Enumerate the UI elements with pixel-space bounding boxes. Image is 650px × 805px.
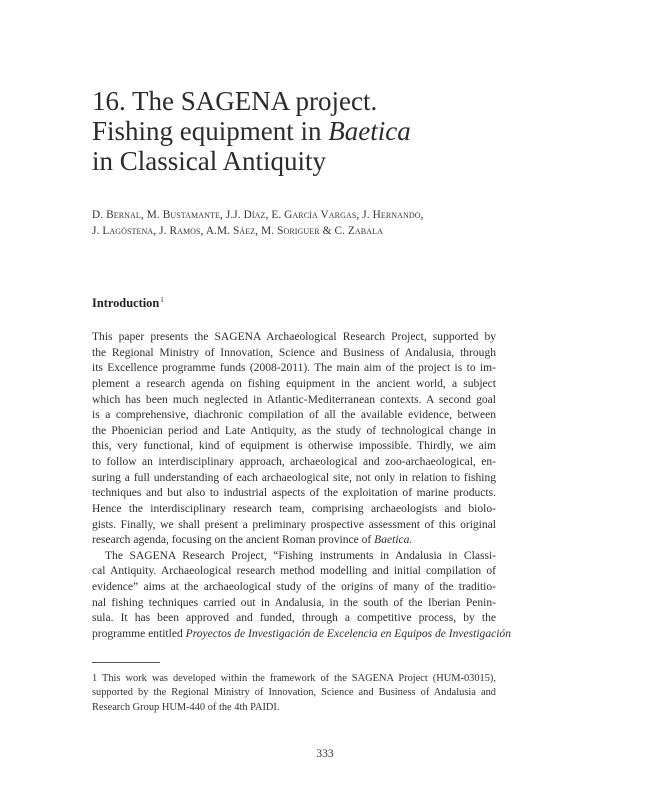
footnote-reference[interactable]: 1 — [160, 296, 164, 304]
body-line: evidence” aims at the archaeological study of the origins of many of the traditio- — [92, 581, 496, 593]
author-line-1: D. Bernal, M. Bustamante, J.J. Díaz, E. García Vargas, J. Hernando, — [92, 209, 424, 221]
italic-programme-title: Proyectos de Investigación de Excelencia en Equipos de Investigación — [185, 627, 511, 640]
body-line: plement a research agenda on fishing equipment in the ancient world, a subject — [92, 377, 496, 390]
body-line: techniques and but also to industrial aspects of the exploitation of marine products. — [92, 487, 496, 500]
chapter-title-line-1: 16. The SAGENA project. — [92, 86, 378, 116]
body-line: the Regional Ministry of Innovation, Science and Business of Andalusia, through — [92, 346, 496, 359]
body-line: its Excellence programme funds (2008-2011). The main aim of the project is to im- — [92, 362, 496, 375]
body-line: nal fishing techniques carried out in Andalusia, in the south of the Iberian Penin- — [92, 596, 496, 609]
body-line: which has been much neglected in Atlantic-Mediterranean contexts. A second goal — [92, 393, 496, 406]
body-line: suring a full understanding of each archaeological site, not only in relation to fishing — [92, 471, 496, 484]
footnote-line: supported by the Regional Ministry of Innovation, Science and Business of Andalusia and — [92, 687, 496, 699]
body-line: to follow an interdisciplinary approach, archaeological and zoo-archaeological, en- — [92, 456, 496, 468]
chapter-title-line-3: in Classical Antiquity — [92, 146, 326, 176]
body-line: The SAGENA Research Project, “Fishing instruments in Andalusia in Classi- — [105, 549, 496, 562]
body-line: is a comprehensive, diachronic compilation of all the available evidence, between — [92, 409, 496, 422]
body-line: the Phoenician period and Late Antiquity, as the study of technological change in — [92, 424, 496, 437]
body-line: sula. It has been approved and funded, through a competitive process, by the — [92, 612, 496, 625]
body-line: Hence the interdisciplinary research team, comprising archaeologists and biolo- — [92, 502, 496, 515]
body-line-text: research agenda, focusing on the ancient Roman province of — [92, 534, 375, 547]
section-heading-text: Introduction — [92, 296, 160, 310]
body-line: gists. Finally, we shall present a preliminary prospective assessment of this original — [92, 518, 496, 531]
author-list — [92, 207, 424, 239]
italic-term: Baetica. — [374, 534, 413, 547]
chapter-title-line-2-text: Fishing equipment in — [92, 116, 329, 146]
footnote-line: 1 This work was developed within the framework of the SAGENA Project (HUM-03015), — [92, 673, 496, 684]
chapter-title — [92, 86, 411, 176]
body-text — [92, 330, 511, 643]
body-line — [92, 627, 511, 643]
footnote — [92, 672, 496, 715]
body-line: cal Antiquity. Archaeological research method modelling and initial compilation of — [92, 565, 496, 578]
author-line-2: J. Lagóstena, J. Ramos, A.M. Sáez, M. Soriguer & C. Zabala — [92, 225, 383, 237]
body-line — [92, 533, 496, 549]
chapter-title-italic-term: Baetica — [328, 116, 411, 146]
body-line-text: programme entitled — [92, 627, 186, 640]
footnote-line: Research Group HUM-440 of the 4th PAIDI. — [92, 701, 280, 713]
section-heading — [92, 296, 164, 311]
chapter-title-line-2 — [92, 116, 411, 146]
body-line: this, very functional, kind of equipment is otherwise impossible. Thirdly, we aim — [92, 440, 496, 453]
page-number: 333 — [316, 748, 334, 760]
footnote-divider — [92, 662, 160, 663]
body-line: This paper presents the SAGENA Archaeological Research Project, supported by — [92, 331, 496, 343]
